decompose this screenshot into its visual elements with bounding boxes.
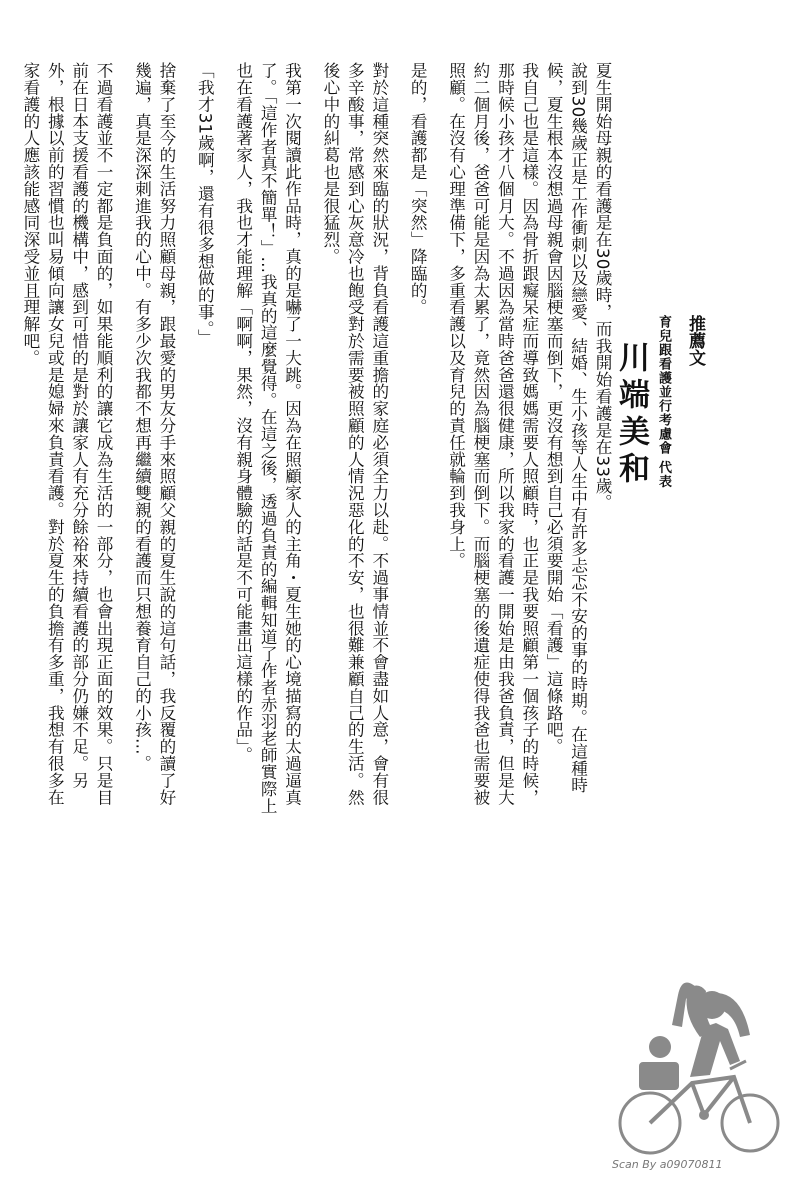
cyclists-illustration bbox=[612, 965, 782, 1160]
paragraph-2: 說到30幾歲正是工作衝刺以及戀愛、結婚、生小孩等人生中有許多忐忑不安的事的時期。在這種時候，夏生根本沒想過母親會因腦梗塞而倒下，更沒有想到自己必須要開始「看護」這條路吧。 bbox=[544, 62, 588, 794]
paragraph-9: 不過看護並不一定都是負面的，如果能順利的讓它成為生活的一部分，也會出現正面的效果。只是目前在日本支援看護的機構中，感到可惜的是對於讓家人有充分餘裕來持續看護的部分仍嫌不足。另外，根據以前的習慣也叫易傾向讓女兒或是媳婦來負責看護。對於夏生的負擔有多重，我想有很多在家看護的人應該能感同深受並且理解吧。 bbox=[20, 62, 114, 806]
paragraph-6: 我第一次閱讀此作品時，真的是嚇了一大跳。因為在照顧家人的主角・夏生她的心境描寫的太過逼真了。「這作者真不簡單！」…我真的這麼覺得。在這之後，透過負責的編輯知道了作者赤羽老師實際上也在看護著家人，我也才能理解「啊啊，果然，沒有親身體驗的話是不可能畫出這樣的作品」。 bbox=[233, 62, 302, 815]
scan-credit: Scan By a09070811 bbox=[612, 1158, 723, 1171]
recommendation-header bbox=[609, 315, 708, 489]
paragraph-4: 是的，看護都是「突然」降臨的。 bbox=[408, 62, 428, 316]
author-affiliation: 育兒跟看護並行考慮會 代表 bbox=[656, 315, 671, 489]
quote-paragraph: 「我才31歲啊，還有很多想做的事。」 bbox=[195, 62, 215, 346]
recommendation-body bbox=[3, 62, 614, 822]
paragraph-8: 捨棄了至今的生活努力照顧母親，跟最愛的男友分手來照顧父親的夏生說的這句話，我反覆的讀了好幾遍，真是深深刺進我的心中。有多少次我都不想再繼續雙親的看護而只想養育自己的小孩…。 bbox=[132, 62, 176, 806]
paragraph-5: 對於這種突然來臨的狀況，背負看護這重擔的家庭必須全力以赴。不過事情並不會盡如人意，會有很多辛酸事，常感到心灰意冷也飽受對於需要被照顧的人情況惡化的不安，也很難兼顧自己的生活。然後心中的糾葛也是很猛烈。 bbox=[320, 62, 389, 806]
header-label: 推薦文 bbox=[685, 315, 705, 366]
author-name: 川端美和 bbox=[613, 341, 649, 489]
paragraph-1: 夏生開始母親的看護是在30歲時，而我開始看護是在33歲。 bbox=[593, 62, 612, 512]
paragraph-3: 我自己也是這樣。因為骨折跟癡呆症而導致媽媽需要人照顧時，也正是我要照顧第一個孩子的時候，那時候小孩才八個月大。不過因為當時爸爸還很健康，所以我家的看護一開始是由我爸負責，但是大約二個月後，爸爸可能是因為太累了，竟然因為腦梗塞而倒下。而腦梗塞的後遺症使得我爸也需要被照顧。在沒有心理準備下，多重看護以及育兒的責任就輪到我身上。 bbox=[446, 62, 539, 806]
